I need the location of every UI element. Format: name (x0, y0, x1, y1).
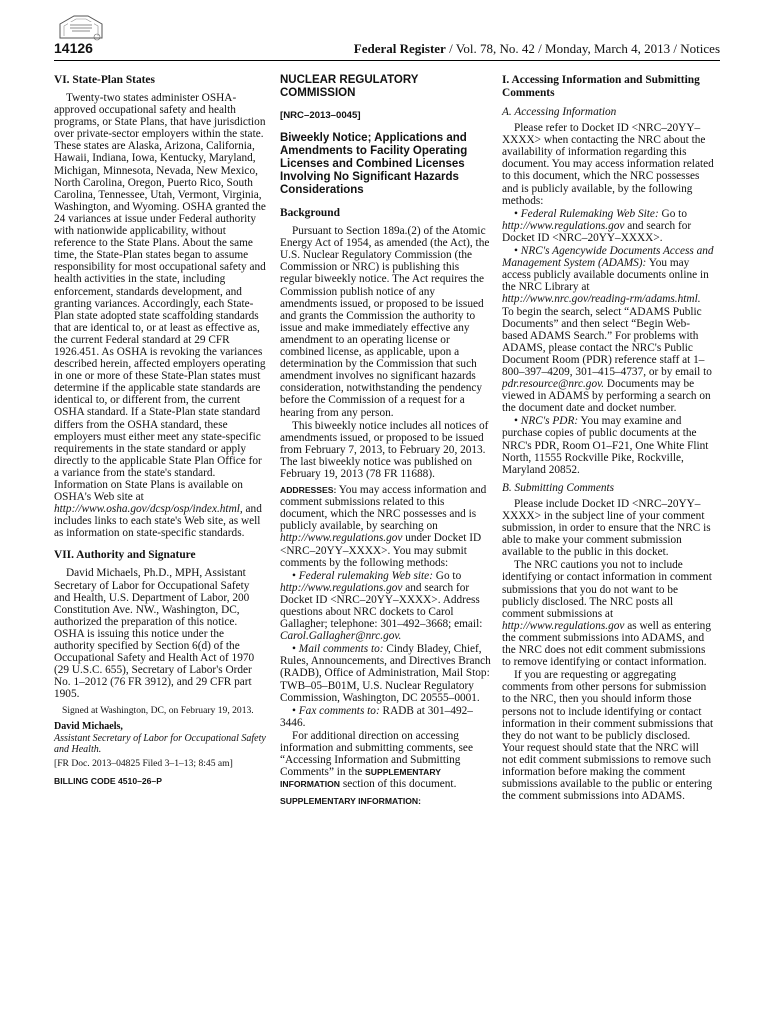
subheading-submitting-comments: B. Submitting Comments (502, 481, 615, 494)
bullet-fax-comments: • Fax comments to: RADB at 301–492–3446. (280, 704, 473, 729)
publication-title (354, 41, 720, 57)
gpo-seal-icon (52, 10, 110, 44)
paragraph-aggregating: If you are requesting or aggregating comments from other persons for submission to the NRC, then you should inform those persons not to include identifying or contact information in their comment submissions that they do not want to be publicly disclosed. Your request should state that the NRC will not edit comment submissions to remove such information before making the comment submissions available to the public or entering the comment submissions into ADAMS. (502, 669, 714, 803)
paragraph-refer-docket: Please refer to Docket ID <NRC–20YY–XXXX> when contacting the NRC about the availability of information regarding this document. You may access information related to this document, which the NRC possesses and is publicly available, by the following methods: (502, 122, 714, 207)
subheading-accessing-information: A. Accessing Information (502, 106, 617, 118)
fr-doc-line: [FR Doc. 2013–04825 Filed 3–1–13; 8:45 am] (54, 757, 233, 769)
bullet-label: NRC's Agencywide Documents Access and Management System (ADAMS): (502, 245, 714, 270)
agency-name: NUCLEAR REGULATORY COMMISSION (280, 74, 419, 99)
bullet-text: Go to (658, 207, 687, 220)
bullet-federal-web-site: • Federal Rulemaking Web Site: Go to http://www.regulations.gov and search for Docket ID <NRC–20YY–XXXX>. (502, 207, 692, 244)
paragraph-text: and includes links to each state's Web site, as well as information on state-specific standards. (54, 503, 262, 540)
bullet-label: NRC's PDR: (520, 415, 579, 428)
signatory-title: Assistant Secretary of Labor for Occupational Safety and Health. (54, 732, 266, 755)
docket-number: [NRC–2013–0045] (280, 110, 361, 121)
paragraph-authority: David Michaels, Ph.D., MPH, Assistant Secretary of Labor for Occupational Safety and Health, U.S. Department of Labor, 200 Constitution Ave. NW., Washington, DC, authorized the preparation of this notice. OSHA is issuing this notice under the authority specified by Section 6(d) of the Occupational Safety and Health Act of 1970 (29 U.S.C. 655), Secretary of Labor's Order No. 1–2012 (76 FR 3912), and 29 CFR part 1905. (54, 567, 255, 701)
page-number: 14126 (54, 40, 93, 56)
paragraph-text: You may access information and comment submissions related to this document, which the NRC possesses and is publicly available, by searching on (280, 484, 487, 533)
section-heading-background: Background (280, 207, 340, 220)
supplementary-heading: SUPPLEMENTARY INFORMATION: (280, 796, 421, 807)
paragraph-text: under Docket ID <NRC–20YY–XXXX>. You may submit comments by the following methods: (280, 532, 482, 569)
bullet-label: Federal rulemaking Web site: (298, 569, 433, 582)
bullet-text: Documents may be viewed in ADAMS by performing a search on the document date and docket number. (502, 378, 711, 415)
paragraph-additional-direction (280, 730, 492, 790)
paragraph-text: For additional direction on accessing information and submitting comments, see “Accessing Information and Submitting Comments” in the (280, 729, 473, 779)
paragraph-cautions (502, 559, 714, 668)
bullet-label: Federal Rulemaking Web Site: (520, 207, 659, 220)
column-1 (54, 68, 266, 787)
bullet-federal-rulemaking: • Federal rulemaking Web site: Go to http://www.regulations.gov and search for Docket ID <NRC–20YY–XXXX>. Address questions about NRC dockets to Carol Gallagher; telephone: 301–492–3668; email: Carol.Gallagher@nrc.gov. (280, 569, 483, 643)
paragraph-biweekly: This biweekly notice includes all notices of amendments issued, or proposed to be issued from February 7, 2013, to February 20, 2013. The last biweekly notice was published on February 19, 2013 (78 FR 11688). (280, 419, 489, 480)
column-2 (280, 68, 492, 808)
bullet-text: and search for Docket ID <NRC–20YY–XXXX>. Address questions about NRC dockets to Carol Gallagher; telephone: 301–492–3668; email: (280, 581, 483, 631)
regulations-link[interactable]: http://www.regulations.gov (502, 619, 625, 632)
gpo-authentication-seal (52, 10, 110, 44)
supplementary-ref: SUPPLEMENTARY INFORMATION (280, 767, 441, 790)
header-rule (54, 60, 720, 61)
section-heading-accessing: I. Accessing Information and Submitting Comments (502, 74, 700, 99)
paragraph-text: The NRC cautions you not to include identifying or contact information in comment submissions that you do not want to be publicly disclosed. The NRC posts all comment submissions at (502, 559, 712, 620)
paragraph-addresses (280, 484, 492, 569)
bullet-adams: • NRC's Agencywide Documents Access and Management System (ADAMS): You may access publicly available documents online in the NRC Library at http://www.nrc.gov/reading-rm/adams.html. To begin the search, select “ADAMS Public Documents” and then select “Begin Web-based ADAMS Search.” For problems with ADAMS, please contact the NRC's Public Document Room (PDR) reference staff at 1–800–397–4209, 301–415–4737, or by email to pdr.resource@nrc.gov. Documents may be viewed in ADAMS by performing a search on the document date and docket number. (502, 245, 714, 415)
bullet-pdr: • NRC's PDR: You may examine and purchase copies of public documents at the NRC's PDR, Room O1–F21, One White Flint North, 11555 Rockville Pike, Rockville, Maryland 20852. (502, 415, 709, 476)
bullet-text: Cindy Bladey, Chief, Rules, Announcements, and Directives Branch (RADB), Office of Administration, Mail Stop: TWB–05–B01M, U.S. Nuclear Regulatory Commission, Washington, DC 20555–0001. (280, 643, 491, 704)
paragraph-include-docket: Please include Docket ID <NRC–20YY–XXXX> in the subject line of your comment submission, in order to ensure that the NRC is able to make your comment submission available to the public in this docket. (502, 497, 711, 559)
email-link[interactable]: pdr.resource@nrc.gov. (502, 378, 605, 391)
bullet-text: and search for Docket ID <NRC–20YY–XXXX>. (502, 219, 692, 244)
notice-subject: Biweekly Notice; Applications and Amendments to Facility Operating Licenses and Combined Licenses Involving No Significant Hazards Considerations (280, 132, 468, 197)
bullet-text: Go to (432, 569, 462, 582)
page-header (54, 40, 720, 58)
regulations-link[interactable]: http://www.regulations.gov (280, 581, 403, 594)
paragraph-text: Twenty-two states administer OSHA-approved occupational safety and health programs, or State Plans, that have jurisdiction over private-sector employers within the state. These states are Alaska, Arizona, California, Hawaii, Indiana, Iowa, Kentucky, Maryland, Michigan, Minnesota, Nevada, New Mexico, North Carolina, Oregon, Puerto Rico, South Carolina, Tennessee, Utah, Vermont, Virginia, Washington, and Wyoming. OSHA granted the 24 variances at issue under Federal authority with nationwide applicability, without reference to the State Plans. About the same time, the State-Plan states began to assume responsibility for most occupational safety and health activities in the state, including enforcement, standards development, and granting variances. Accordingly, each State-Plan state adopted state scaffolding standards that are identical to, or at least as effective as, the current Federal standard at 29 CFR 1926.451. As OSHA is revoking the variances described herein, affected employers operating in one or more of these State-Plan states must determine if the applicable state standards are identical to, or different from, the current OSHA standard. If a State-Plan state standard differs from the OSHA standard, these employers must either meet any state-specific requirements in the state standard or apply directly to the applicable State Plan Office for a variance from the state's standard. Information on State Plans is available on OSHA's Web site at (54, 92, 266, 504)
bullet-text: You may access publicly available documents online in the NRC Library at (502, 257, 709, 294)
bullet-label: Fax comments to: (298, 704, 380, 717)
bullet-label: Mail comments to: (298, 643, 384, 656)
paragraph-state-plans (54, 92, 266, 539)
bullet-mail-comments: • Mail comments to: Cindy Bladey, Chief, Rules, Announcements, and Directives Branch (RADB), Office of Administration, Mail Stop: TWB–05–B01M, U.S. Nuclear Regulatory Commission, Washington, DC 20555–0001. (280, 643, 491, 704)
section-heading-state-plan: VI. State-Plan States (54, 74, 155, 86)
bullet-text: You may examine and purchase copies of public documents at the NRC's PDR, Room O1–F21, One White Flint North, 11555 Rockville Pike, Rockville, Maryland 20852. (502, 415, 709, 476)
osha-link[interactable]: http://www.osha.gov/dcsp/osp/index.html, (54, 503, 243, 516)
regulations-link[interactable]: http://www.regulations.gov (280, 532, 403, 545)
paragraph-text: as well as entering the comment submissions into ADAMS, and the NRC does not edit comment submissions to remove identifying or contact information. (502, 619, 711, 669)
billing-code: BILLING CODE 4510–26–P (54, 775, 162, 786)
adams-link[interactable]: http://www.nrc.gov/reading-rm/adams.html. (502, 293, 701, 306)
bullet-text: RADB at 301–492–3446. (280, 704, 473, 729)
column-3 (502, 68, 714, 803)
paragraph-text: section of this document. (340, 778, 457, 791)
addresses-label: ADDRESSES: (280, 485, 337, 496)
paragraph-background: Pursuant to Section 189a.(2) of the Atomic Energy Act of 1954, as amended (the Act), the U.S. Nuclear Regulatory Commission (the Commission or NRC) is publishing this regular biweekly notice. The Act requires the Commission publish notice of any amendments issued, or proposed to be issued and grants the Commission the authority to issue and make immediately effective any amendment to an operating license or combined license, as applicable, upon a determination by the Commission that such amendment involves no significant hazards consideration, notwithstanding the pendency before the Commission of a request for a hearing from any person. (280, 225, 490, 419)
section-heading-authority: VII. Authority and Signature (54, 549, 196, 562)
signatory-name: David Michaels, (54, 720, 123, 732)
bullet-text: To begin the search, select “ADAMS Public Documents” and then select “Begin Web-based ADAMS Search.” For problems with ADAMS, please contact the NRC's Public Document Room (PDR) reference staff at 1–800–397–4209, 301–415–4737, or by email to (502, 305, 712, 378)
email-link[interactable]: Carol.Gallagher@nrc.gov. (280, 630, 402, 643)
publication-issue: / Vol. 78, No. 42 / Monday, March 4, 2013 / Notices (445, 41, 720, 56)
regulations-link[interactable]: http://www.regulations.gov (502, 219, 625, 232)
signed-date: Signed at Washington, DC, on February 19, 2013. (62, 704, 254, 716)
publication-name: Federal Register (353, 41, 446, 56)
